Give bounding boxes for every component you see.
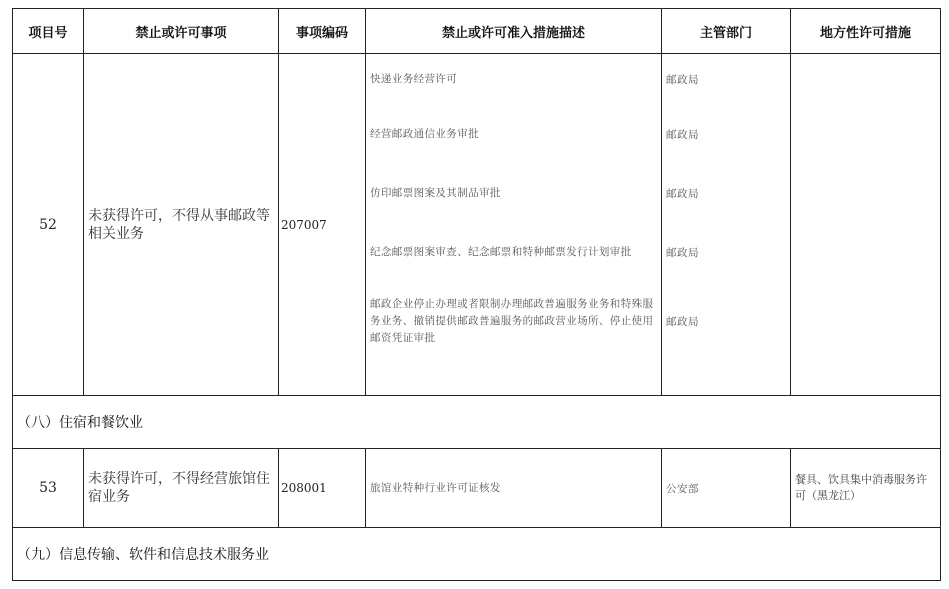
row52-descriptions xyxy=(366,54,662,396)
header-department: 主管部门 xyxy=(662,9,791,54)
section-heading-8: （八）住宿和餐饮业 xyxy=(13,396,941,449)
table-header-row xyxy=(13,9,941,54)
row52-code: 207007 xyxy=(279,54,366,396)
header-item-number: 项目号 xyxy=(13,9,84,54)
department-5: 邮政局 xyxy=(666,315,699,328)
row52-local-measures xyxy=(791,54,941,396)
table-row-52 xyxy=(13,54,941,396)
header-measure-description: 禁止或许可准入措施描述 xyxy=(366,9,662,54)
measure-description-4: 纪念邮票图案审查、纪念邮票和特种邮票发行计划审批 xyxy=(370,246,632,258)
header-item-code: 事项编码 xyxy=(279,9,366,54)
row53-local-measures: 餐具、饮具集中消毒服务许可（黑龙江） xyxy=(791,449,941,528)
department-4: 邮政局 xyxy=(666,247,699,259)
permit-list-table-frame xyxy=(12,8,940,582)
section-heading-9: （九）信息传输、软件和信息技术服务业 xyxy=(13,528,941,581)
row53-item: 未获得许可，不得经营旅馆住宿业务 xyxy=(84,449,279,528)
section-heading-row-8 xyxy=(13,396,941,449)
department-2: 邮政局 xyxy=(666,129,699,141)
row53-department: 公安部 xyxy=(662,449,791,528)
measure-description-3: 仿印邮票图案及其制品审批 xyxy=(370,187,501,199)
table-row-53 xyxy=(13,449,941,528)
header-local-measures: 地方性许可措施 xyxy=(791,9,941,54)
row53-number: 53 xyxy=(13,449,84,528)
section-heading-row-9 xyxy=(13,528,941,581)
row52-departments xyxy=(662,54,791,396)
department-1: 邮政局 xyxy=(666,74,699,86)
header-prohibited-or-permitted-item: 禁止或许可事项 xyxy=(84,9,279,54)
row52-item: 未获得许可，不得从事邮政等相关业务 xyxy=(84,54,279,396)
row52-number: 52 xyxy=(13,54,84,396)
measure-description-1: 快递业务经营许可 xyxy=(370,73,458,85)
measure-description-5: 邮政企业停止办理或者限制办理邮政普遍服务业务和特殊服务业务、撤销提供邮政普遍服务的邮政营业场所、停止使用邮资凭证审批 xyxy=(370,297,654,344)
department-3: 邮政局 xyxy=(666,188,699,200)
row53-description: 旅馆业特种行业许可证核发 xyxy=(366,449,662,528)
measure-description-2: 经营邮政通信业务审批 xyxy=(370,128,479,140)
permit-list-table xyxy=(12,8,941,581)
row53-code: 208001 xyxy=(279,449,366,528)
